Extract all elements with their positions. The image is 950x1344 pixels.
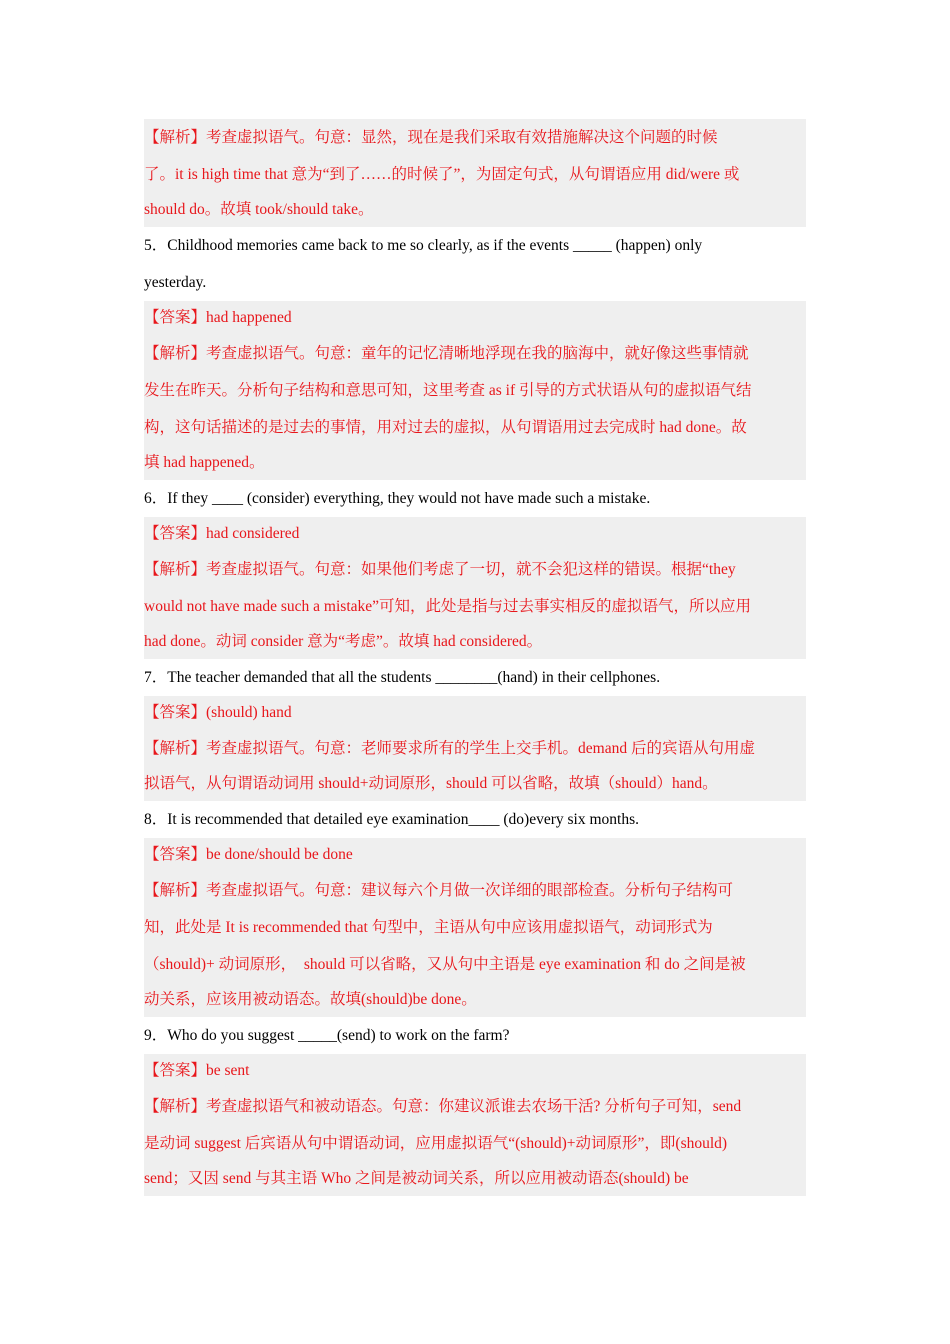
answer-line: 【答案】had considered	[144, 525, 300, 542]
analysis-line: had done。动词 consider 意为“考虑”。故填 had considered。	[144, 633, 543, 650]
q8-answer-block	[144, 838, 806, 1017]
q5-answer-block	[144, 301, 806, 480]
answer-line: 【答案】be done/should be done	[144, 846, 353, 863]
question-9: 9．Who do you suggest _____(send) to work on the farm?	[144, 1027, 510, 1044]
analysis-line: would not have made such a mistake”可知，此处是指与过去事实相反的虚拟语气，所以应用	[144, 598, 752, 615]
analysis-line: 动关系，应该用被动语态。故填(should)be done。	[144, 991, 477, 1008]
question-7: 7．The teacher demanded that all the students ________(hand) in their cellphones.	[144, 669, 661, 686]
analysis-line: send；又因 send 与其主语 Who 之间是被动词关系，所以应用被动语态(should) be	[144, 1170, 689, 1187]
question-5-line1: 5．Childhood memories came back to me so clearly, as if the events _____ (happen) only	[144, 237, 703, 254]
q6-answer-block	[144, 517, 806, 659]
answer-line: 【答案】had happened	[144, 309, 292, 326]
analysis-line: 【解析】考查虚拟语气。句意：老师要求所有的学生上交手机。demand 后的宾语从句用虚	[144, 740, 755, 757]
analysis-line: 构，这句话描述的是过去的事情，用对过去的虚拟，从句谓语用过去完成时 had done。故	[144, 419, 747, 436]
analysis-line: 填 had happened。	[144, 454, 265, 471]
question-8: 8．It is recommended that detailed eye examination____ (do)every six months.	[144, 811, 640, 828]
analysis-line: 【解析】考查虚拟语气。句意：童年的记忆清晰地浮现在我的脑海中，就好像这些事情就	[144, 345, 749, 362]
question-5-line2: yesterday.	[144, 274, 207, 291]
q4-analysis-block	[144, 119, 806, 227]
analysis-line: 【解析】考查虚拟语气和被动语态。句意：你建议派谁去农场干活? 分析句子可知，send	[144, 1098, 742, 1115]
answer-line: 【答案】be sent	[144, 1062, 250, 1079]
answer-line: 【答案】(should) hand	[144, 704, 292, 721]
q9-answer-block	[144, 1054, 806, 1196]
analysis-line: 知，此处是 It is recommended that 句型中，主语从句中应该用虚拟语气，动词形式为	[144, 919, 713, 936]
question-6: 6．If they ____ (consider) everything, they would not have made such a mistake.	[144, 490, 651, 507]
analysis-line: 【解析】考查虚拟语气。句意：显然，现在是我们采取有效措施解决这个问题的时候	[144, 129, 718, 146]
analysis-line: 【解析】考查虚拟语气。句意：如果他们考虑了一切，就不会犯这样的错误。根据“they	[144, 561, 736, 578]
analysis-line: 发生在昨天。分析句子结构和意思可知，这里考查 as if 引导的方式状语从句的虚拟语气结	[144, 382, 752, 399]
analysis-line: 拟语气，从句谓语动词用 should+动词原形，should 可以省略，故填（should）hand。	[144, 775, 718, 792]
analysis-line: 【解析】考查虚拟语气。句意：建议每六个月做一次详细的眼部检查。分析句子结构可	[144, 882, 734, 899]
analysis-line: 了。it is high time that 意为“到了……的时候了”，为固定句式，从句谓语应用 did/were 或	[144, 166, 740, 183]
q7-answer-block	[144, 696, 806, 801]
analysis-line: （should)+ 动词原形， should 可以省略，又从句中主语是 eye examination 和 do 之间是被	[144, 956, 746, 973]
analysis-line: 是动词 suggest 后宾语从句中谓语动词，应用虚拟语气“(should)+动词原形”，即(should)	[144, 1135, 728, 1152]
analysis-line: should do。故填 took/should take。	[144, 201, 374, 218]
document-content	[144, 119, 806, 1196]
